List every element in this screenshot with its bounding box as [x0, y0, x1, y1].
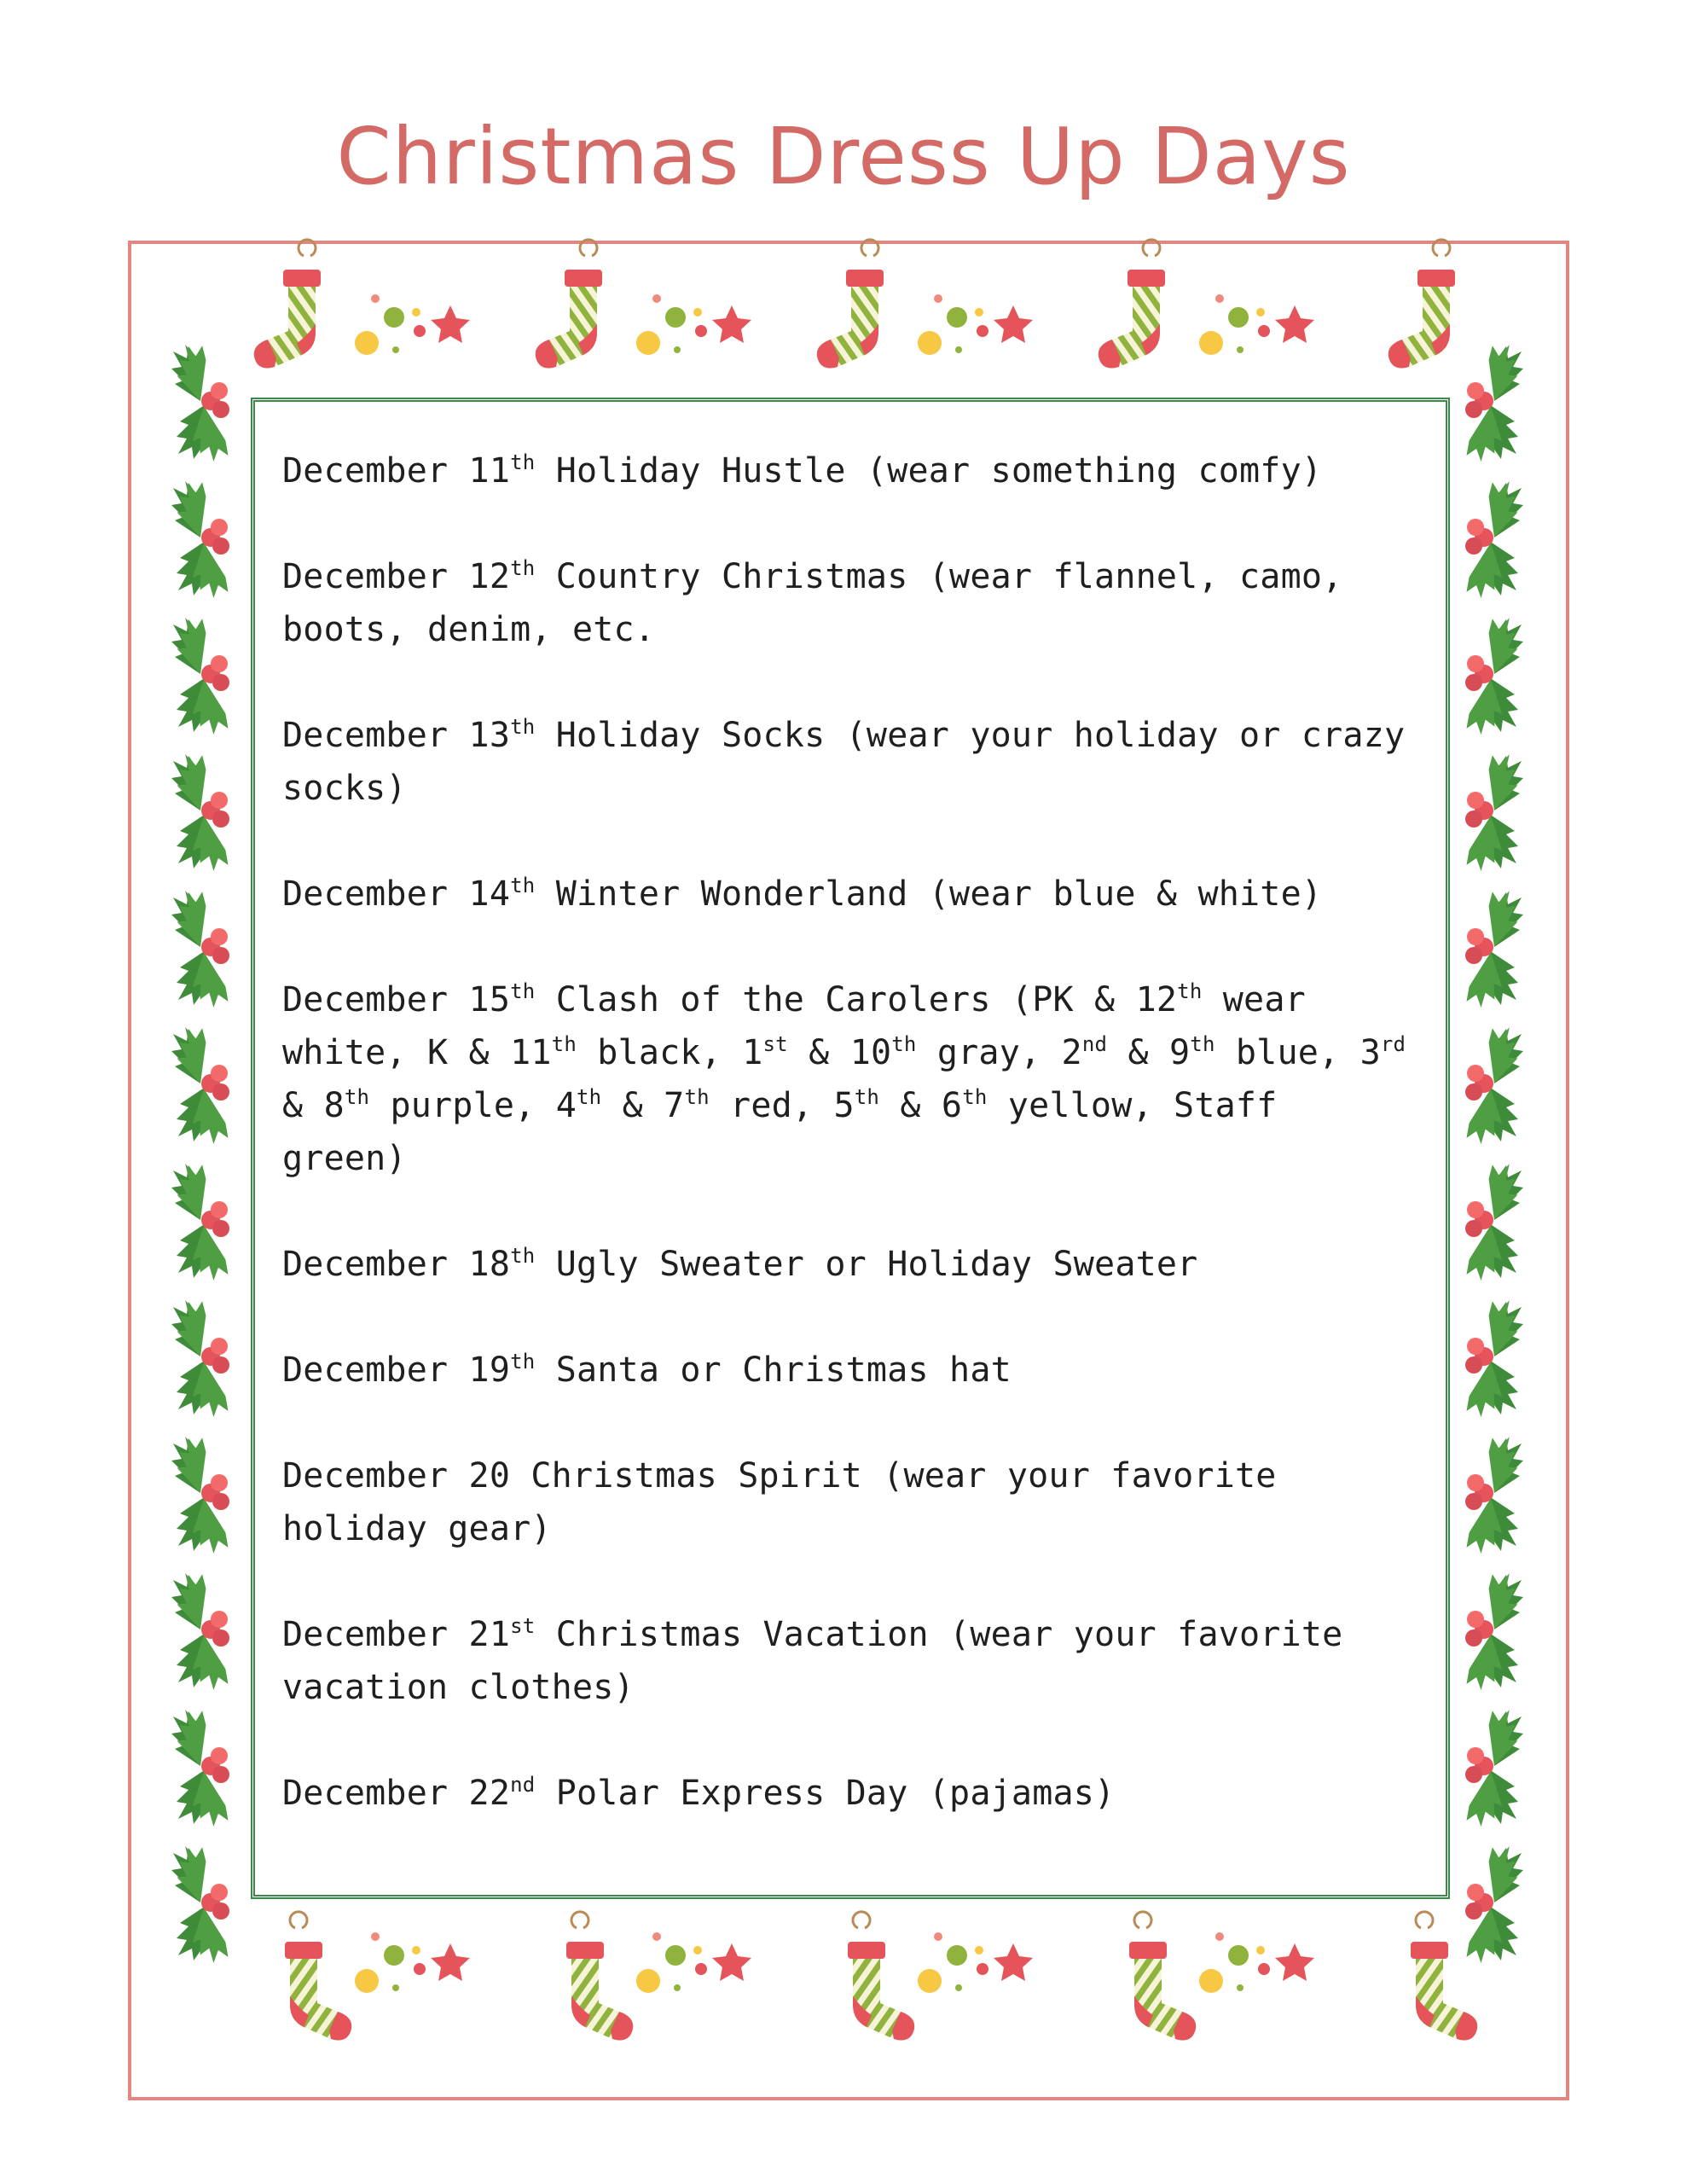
event-text: & 7: [601, 1086, 685, 1125]
event-item: [282, 1608, 1418, 1714]
event-item: [282, 1767, 1418, 1820]
ordinal-suffix: st: [510, 1614, 536, 1638]
event-list: [282, 444, 1418, 1820]
event-text: yellow, Staff green): [282, 1086, 1278, 1178]
schedule-box: [251, 398, 1450, 1899]
ordinal-suffix: th: [510, 715, 536, 739]
event-text: red, 5: [709, 1086, 855, 1125]
event-text: December 21: [282, 1615, 511, 1654]
event-item: [282, 709, 1418, 815]
event-item: [282, 550, 1418, 656]
event-text: December 20 Christmas Spirit (wear your favorite holiday gear): [282, 1456, 1277, 1548]
ordinal-suffix: nd: [510, 1773, 536, 1797]
ordinal-suffix: th: [854, 1085, 880, 1109]
event-text: & 9: [1107, 1033, 1191, 1072]
ordinal-suffix: th: [684, 1085, 710, 1109]
event-text: December 14: [282, 874, 511, 914]
event-text: black, 1: [576, 1033, 763, 1072]
event-text: Santa or Christmas hat: [535, 1350, 1012, 1390]
event-text: blue, 3: [1215, 1033, 1381, 1072]
ordinal-suffix: th: [551, 1032, 577, 1056]
event-item: [282, 1344, 1418, 1397]
event-text: Clash of the Carolers (PK & 12: [535, 980, 1178, 1019]
ordinal-suffix: th: [510, 556, 536, 580]
ordinal-suffix: th: [962, 1085, 988, 1109]
event-item: [282, 1238, 1418, 1291]
ordinal-suffix: th: [510, 1350, 536, 1374]
event-text: December 12: [282, 557, 511, 596]
event-item: [282, 444, 1418, 497]
event-text: gray, 2: [916, 1033, 1082, 1072]
event-text: Holiday Hustle (wear something comfy): [535, 451, 1323, 491]
page-title: Christmas Dress Up Days: [336, 111, 1351, 202]
event-text: Christmas Vacation (wear your favorite vacation clothes): [282, 1615, 1343, 1707]
ordinal-suffix: th: [577, 1085, 602, 1109]
event-text: Holiday Socks (wear your holiday or crazy socks): [282, 716, 1406, 808]
ordinal-suffix: th: [1177, 979, 1203, 1003]
event-text: & 8: [282, 1086, 345, 1125]
ordinal-suffix: th: [510, 1244, 536, 1268]
event-text: December 11: [282, 451, 511, 491]
ordinal-suffix: th: [510, 450, 536, 474]
event-text: & 6: [879, 1086, 963, 1125]
event-text: purple, 4: [369, 1086, 577, 1125]
ordinal-suffix: th: [510, 979, 536, 1003]
ordinal-suffix: th: [1190, 1032, 1215, 1056]
event-text: Polar Express Day (pajamas): [535, 1774, 1116, 1813]
event-text: December 15: [282, 980, 511, 1019]
event-text: Ugly Sweater or Holiday Sweater: [535, 1245, 1198, 1284]
ordinal-suffix: st: [762, 1032, 788, 1056]
ordinal-suffix: th: [344, 1085, 370, 1109]
event-text: wear white, K & 11: [282, 980, 1306, 1072]
ordinal-suffix: nd: [1081, 1032, 1108, 1056]
event-text: December 18: [282, 1245, 511, 1284]
event-text: & 10: [787, 1033, 892, 1072]
ordinal-suffix: th: [891, 1032, 917, 1056]
event-item: [282, 1449, 1418, 1555]
ordinal-suffix: th: [510, 874, 536, 897]
event-item: [282, 868, 1418, 921]
event-text: December 13: [282, 716, 511, 755]
event-text: Country Christmas (wear flannel, camo, boots, denim, etc.: [282, 557, 1343, 649]
ordinal-suffix: rd: [1380, 1032, 1406, 1056]
event-text: Winter Wonderland (wear blue & white): [535, 874, 1323, 914]
event-item: [282, 973, 1418, 1185]
event-text: December 22: [282, 1774, 511, 1813]
event-text: December 19: [282, 1350, 511, 1390]
